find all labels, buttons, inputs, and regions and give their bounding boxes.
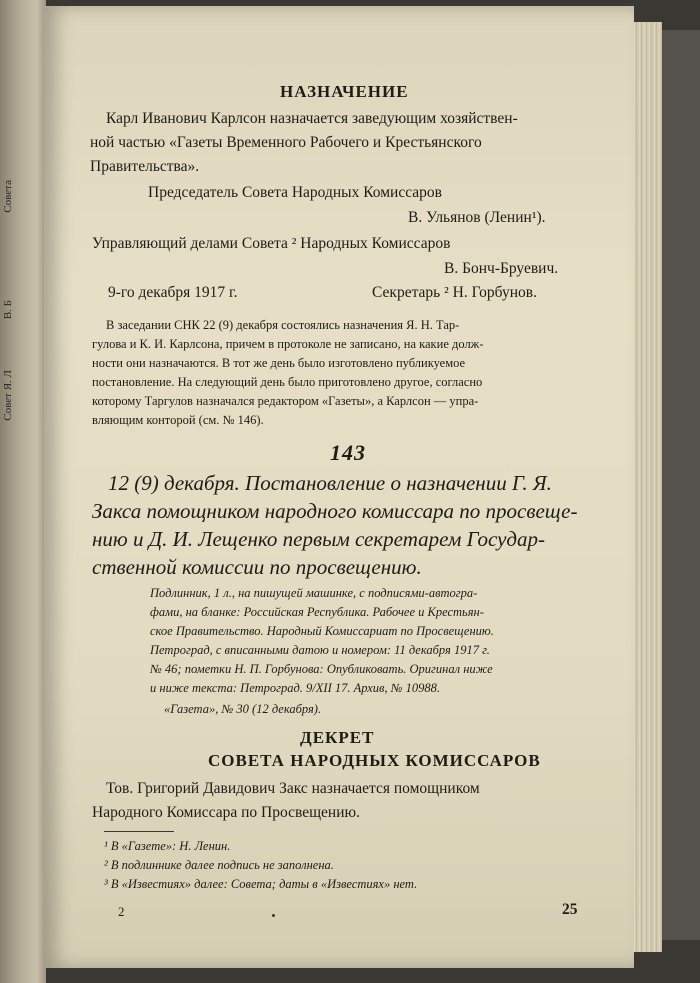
manager-title: Управляющий делами Совета ² Народных Комиссаров — [92, 235, 451, 252]
appointment-text: Правительства». — [90, 158, 200, 175]
left-page-text: В. Б — [2, 300, 14, 320]
editorial-note: постановление. На следующий день было приготовлено другое, согласно — [92, 375, 483, 389]
archival-note: Подлинник, 1 л., на пишущей машинке, с подписями-автогра- — [150, 586, 478, 600]
footnote: ³ В «Известиях» далее: Совета; даты в «Известиях» нет. — [104, 877, 418, 891]
section-title: НАЗНАЧЕНИЕ — [280, 82, 409, 101]
archival-note: и ниже текста: Петроград. 9/XII 17. Архив, № 10988. — [150, 681, 441, 695]
footnote: ² В подлиннике далее подпись не заполнена. — [104, 858, 334, 872]
editorial-note: гулова и К. И. Карлсона, причем в протоколе не записано, на какие долж- — [92, 337, 484, 351]
print-speck — [272, 914, 275, 917]
decree-text: Народного Комиссара по Просвещению. — [92, 804, 360, 821]
document-heading: нию и Д. И. Лещенко первым секретарем Государ- — [92, 527, 546, 551]
manager-name: В. Бонч-Бруевич. — [444, 260, 559, 277]
decree-subtitle: СОВЕТА НАРОДНЫХ КОМИССАРОВ — [208, 751, 541, 770]
editorial-note: В заседании СНК 22 (9) декабря состоялись назначения Я. Н. Тар- — [106, 318, 460, 332]
document-date: 9-го декабря 1917 г. — [108, 284, 238, 301]
archival-note: № 46; пометки Н. П. Горбунова: Опубликовать. Оригинал ниже — [150, 662, 493, 676]
decree-text: Тов. Григорий Давидович Закс назначается помощником — [106, 780, 480, 797]
editorial-note: которому Таргулов назначался редактором «Газеты», а Карлсон — упра- — [92, 394, 479, 408]
document-number: 143 — [330, 440, 366, 465]
editorial-note: вляющим конторой (см. № 146). — [92, 413, 264, 427]
appointment-text: Карл Иванович Карлсон назначается заведующим хозяйствен- — [106, 110, 518, 127]
decree-title: ДЕКРЕТ — [300, 728, 375, 747]
left-page-text: Совета — [2, 180, 14, 213]
book-page — [44, 6, 634, 968]
archival-note: Петроград, с вписанными датою и номером: 11 декабря 1917 г. — [150, 643, 490, 657]
page-number: 25 — [562, 901, 578, 918]
signature-mark: 2 — [118, 904, 125, 919]
chairman-title: Председатель Совета Народных Комиссаров — [148, 184, 442, 201]
archival-note: ское Правительство. Народный Комиссариат по Просвещению. — [150, 624, 494, 638]
editorial-note: ности они назначаются. В тот же день было изготовлено публикуемое — [92, 356, 466, 370]
left-page-edge — [0, 0, 46, 983]
left-page-text: Совет Я. Л — [2, 370, 14, 421]
footnote: ¹ В «Газете»: Н. Ленин. — [104, 839, 231, 853]
document-heading: ственной комиссии по просвещению. — [92, 555, 422, 579]
publication-source: «Газета», № 30 (12 декабря). — [164, 702, 322, 716]
document-heading: Закса помощником народного комиссара по просвеще- — [92, 499, 578, 523]
appointment-text: ной частью «Газеты Временного Рабочего и Крестьянского — [90, 134, 482, 151]
footnote-rule — [104, 831, 174, 832]
chairman-name: В. Ульянов (Ленин¹). — [408, 209, 546, 226]
document-heading: 12 (9) декабря. Постановление о назначении Г. Я. — [108, 471, 552, 495]
secretary-signature: Секретарь ² Н. Горбунов. — [372, 284, 537, 301]
archival-note: фами, на бланке: Российская Республика. Рабочее и Крестьян- — [150, 605, 484, 619]
book-cover — [656, 30, 700, 940]
